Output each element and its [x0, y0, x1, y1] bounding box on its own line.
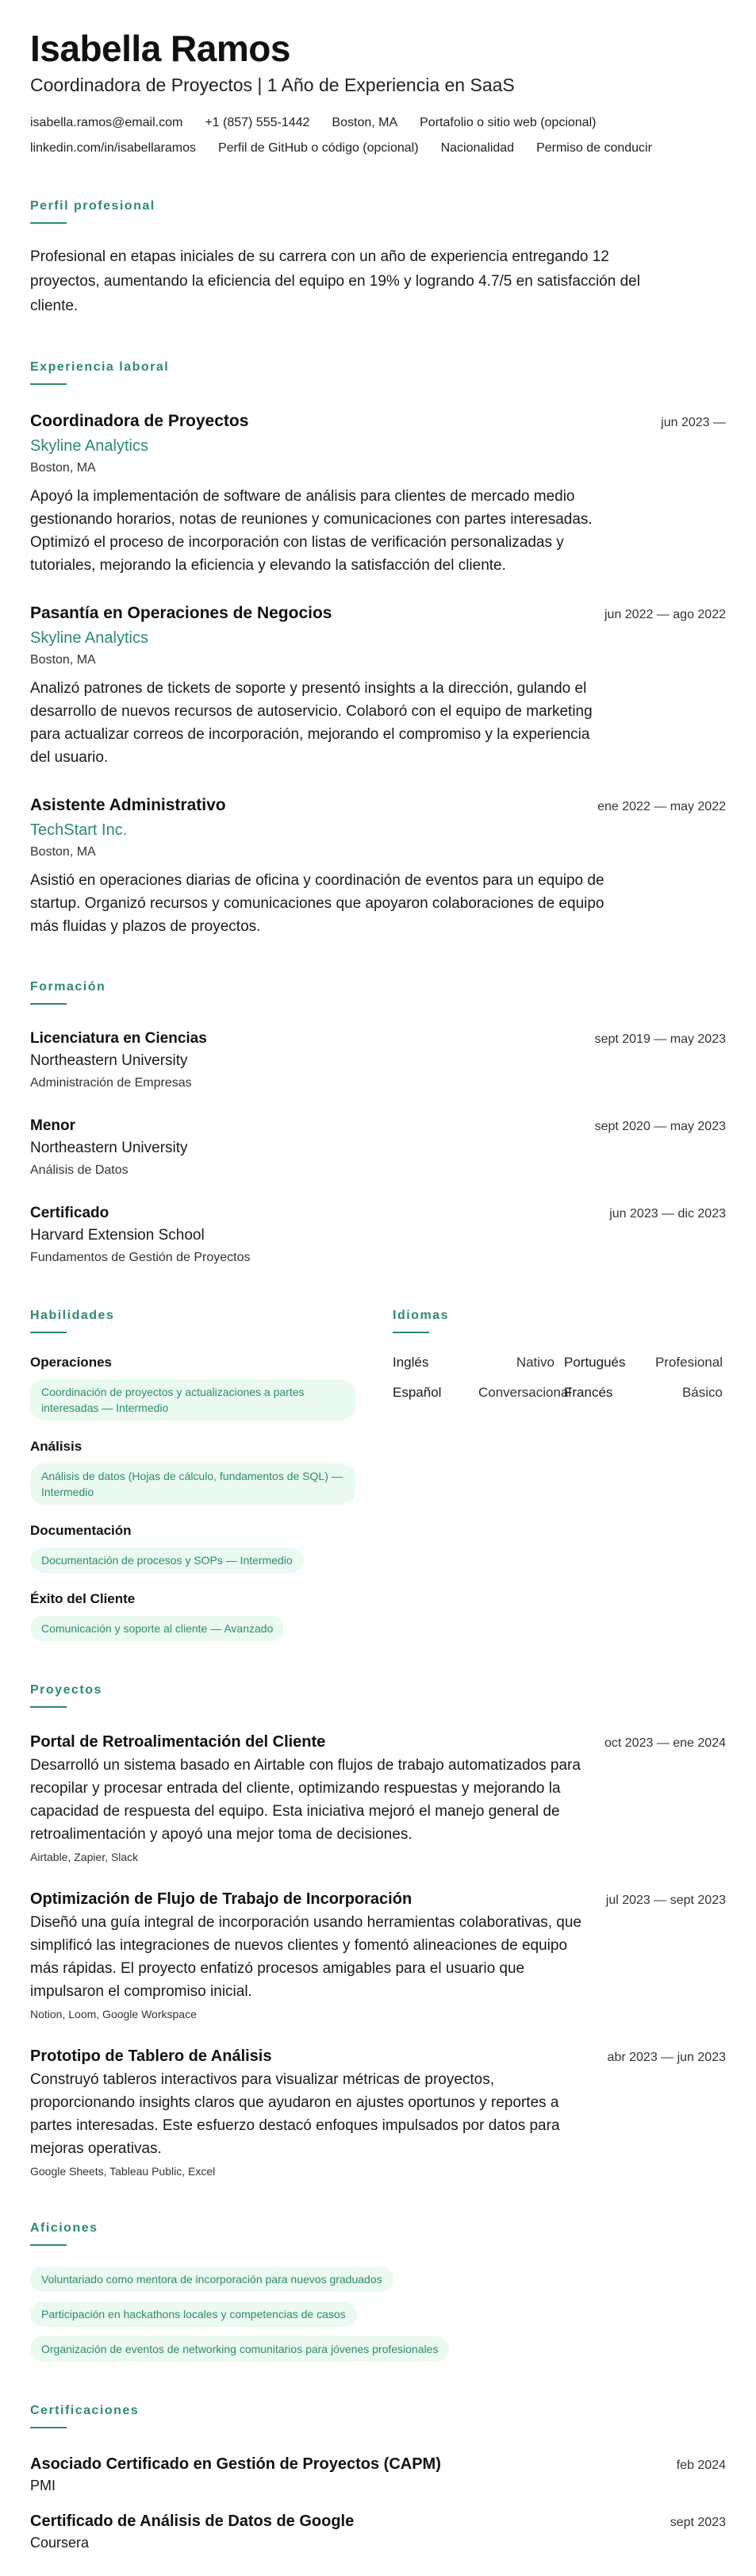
education-school: Harvard Extension School [30, 1227, 205, 1244]
education-degree: Certificado [30, 1205, 109, 1221]
contact-phone[interactable]: +1 (857) 555-1442 [205, 116, 310, 129]
job-dates: ene 2022 — may 2022 [597, 800, 726, 813]
profile-summary: Profesional en etapas iniciales de su carrera con un año de experiencia entregando 12 proyectos, aumentando la eficiencia del equipo en 19% y logrando 4.7/5 en satisfacción del cliente. [30, 248, 640, 314]
hobby-list [30, 2266, 726, 2371]
education-degree: Licenciatura en Ciencias [30, 1030, 207, 1047]
language-name: Portugués [564, 1355, 626, 1370]
section-title: Aficiones [30, 2221, 98, 2235]
project-tech: Google Sheets, Tableau Public, Excel [30, 2165, 216, 2178]
education-dates: jun 2023 — dic 2023 [609, 1207, 726, 1221]
job-title: Coordinadora de Proyectos [30, 412, 249, 430]
certification-date: sept 2023 [670, 2516, 726, 2529]
job-entry [30, 794, 726, 938]
skill-group [30, 1354, 391, 1421]
skill-chip: Coordinación de proyectos y actualizaciones a partes interesadas — Intermedio [30, 1379, 355, 1421]
education-degree: Menor [30, 1117, 75, 1134]
job-description: Apoyó la implementación de software de análisis para clientes de mercado medio gestionando horarios, notas de reuniones y comunicaciones con partes interesadas. Optimizó el proceso de incorporación con listas de verificación personalizadas y tutoriales, mejorando la eficiencia y elevando la satisfacción del cliente. [30, 488, 593, 574]
education-section [30, 979, 726, 1267]
skill-group-name: Operaciones [30, 1355, 112, 1370]
education-field: Administración de Empresas [30, 1076, 192, 1090]
section-divider [30, 2427, 67, 2428]
language-level: Profesional [654, 1355, 723, 1370]
education-entry [30, 1203, 726, 1267]
experience-section [30, 359, 726, 938]
job-description: Analizó patrones de tickets de soporte y presentó insights a la dirección, gulando el desarrollo de nuevos recursos de autoservicio. Colaboró con el equipo de marketing para actualizar correos de incorporación, mejorando el compromiso y la experiencia del usuario. [30, 680, 593, 766]
project-dates: abr 2023 — jun 2023 [607, 2051, 726, 2064]
certification-date: feb 2024 [676, 2459, 726, 2472]
job-company: Skyline Analytics [30, 437, 148, 455]
language-level: Básico [681, 1385, 723, 1400]
languages-section [393, 1308, 726, 1641]
certification-entry [30, 2511, 726, 2552]
section-title: Proyectos [30, 1683, 102, 1697]
job-title: Pasantía en Operaciones de Negocios [30, 604, 332, 622]
hobby-chip: Participación en hackathons locales y competencias de casos [30, 2301, 357, 2327]
project-title: Prototipo de Tablero de Análisis [30, 2047, 272, 2065]
skill-chip: Comunicación y soporte al cliente — Avanzado [30, 1616, 284, 1641]
hobby-chip: Organización de eventos de networking comunitarios para jóvenes profesionales [30, 2336, 449, 2362]
hobby-chip: Voluntariado como mentora de incorporación para nuevos graduados [30, 2266, 393, 2292]
contact-nationality: Nacionalidad [440, 141, 515, 155]
job-location: Boston, MA [30, 845, 96, 859]
education-dates: sept 2019 — may 2023 [594, 1032, 726, 1046]
project-entry [30, 2046, 726, 2179]
certification-name: Certificado de Análisis de Datos de Google [30, 2513, 355, 2530]
project-dates: jul 2023 — sept 2023 [605, 1894, 726, 1907]
skill-group-name: Éxito del Cliente [30, 1591, 136, 1606]
skill-group-name: Análisis [30, 1439, 83, 1454]
project-title: Portal de Retroalimentación del Cliente [30, 1733, 326, 1751]
education-entry [30, 1116, 726, 1179]
certification-entry [30, 2454, 726, 2495]
contact-portfolio[interactable]: Portafolio o sitio web (opcional) [420, 116, 597, 129]
section-divider [30, 1003, 67, 1005]
certification-name: Asociado Certificado en Gestión de Proyectos (CAPM) [30, 2455, 441, 2473]
project-description: Diseñó una guía integral de incorporación usando herramientas colaborativas, que simplificó las integraciones de nuevos clientes y fomentó alineaciones de equipo más rápidas. El proyecto enfatizó procesos amigables para el usuario que impulsaron el compromiso inicial. [30, 1914, 581, 2000]
skills-section [30, 1308, 391, 1641]
section-divider [30, 222, 67, 224]
projects-section [30, 1682, 726, 2179]
section-divider [393, 1332, 429, 1333]
project-tech: Airtable, Zapier, Slack [30, 1851, 139, 1863]
project-tech: Notion, Loom, Google Workspace [30, 2008, 197, 2020]
education-field: Análisis de Datos [30, 1163, 129, 1177]
section-title: Habilidades [30, 1309, 115, 1322]
certification-issuer: PMI [30, 2478, 56, 2493]
section-title: Experiencia laboral [30, 360, 170, 374]
project-entry [30, 1889, 726, 2022]
job-title: Asistente Administrativo [30, 796, 226, 814]
contact-driving-license: Permiso de conducir [536, 141, 652, 155]
language-name: Español [393, 1385, 442, 1400]
candidate-headline: Coordinadora de Proyectos | 1 Año de Experiencia en SaaS [30, 75, 515, 95]
skill-group [30, 1590, 391, 1641]
section-divider [30, 383, 67, 385]
section-title: Perfil profesional [30, 199, 155, 213]
project-title: Optimización de Flujo de Trabajo de Incorporación [30, 1890, 413, 1908]
certifications-section [30, 2403, 726, 2552]
education-school: Northeastern University [30, 1140, 188, 1156]
education-school: Northeastern University [30, 1052, 188, 1069]
job-company: Skyline Analytics [30, 629, 148, 647]
profile-section [30, 198, 726, 318]
contact-location: Boston, MA [332, 116, 398, 129]
skills-languages-row [30, 1308, 726, 1641]
job-location: Boston, MA [30, 461, 96, 475]
section-divider [30, 2244, 67, 2246]
project-entry [30, 1732, 726, 1865]
job-dates: jun 2023 — [661, 416, 726, 429]
project-dates: oct 2023 — ene 2024 [604, 1736, 726, 1750]
skill-group [30, 1522, 391, 1573]
job-location: Boston, MA [30, 653, 96, 667]
job-company: TechStart Inc. [30, 821, 128, 839]
skill-group [30, 1438, 391, 1505]
contact-list [30, 114, 728, 157]
section-title: Certificaciones [30, 2404, 140, 2417]
language-level: Conversacional [478, 1385, 572, 1400]
job-entry [30, 410, 726, 577]
candidate-name: Isabella Ramos [30, 28, 290, 69]
section-divider [30, 1332, 67, 1333]
contact-github[interactable]: Perfil de GitHub o código (opcional) [217, 141, 419, 155]
section-title: Formación [30, 980, 106, 994]
resume-header [30, 27, 726, 157]
certification-issuer: Coursera [30, 2535, 90, 2551]
skill-group-name: Documentación [30, 1523, 132, 1538]
language-level: Nativo [516, 1355, 555, 1370]
language-name: Francés [564, 1385, 613, 1400]
contact-email[interactable]: isabella.ramos@email.com [30, 116, 183, 129]
job-dates: jun 2022 — ago 2022 [604, 608, 726, 621]
project-description: Desarrolló un sistema basado en Airtable con flujos de trabajo automatizados para recopilar y procesar entrada del cliente, optimizando respuestas y mejorando la capacidad de respuesta del equipo. Esta iniciativa mejoró el manejo general de retroalimentación y apoyó una mejor toma de decisiones. [30, 1757, 581, 1843]
project-description: Construyó tableros interactivos para visualizar métricas de proyectos, proporcionando insights claros que ayudaron en ajustes oportunos y reportes a partes interesadas. Este esfuerzo destacó enfoques impulsados por datos para mejoras operativas. [30, 2071, 560, 2157]
education-entry [30, 1028, 726, 1092]
job-description: Asistió en operaciones diarias de oficina y coordinación de eventos para un equipo de startup. Organizó recursos y comunicaciones que apoyaron colaboraciones de equipo más fluidas y plazos de proyectos. [30, 872, 604, 935]
skill-chip: Análisis de datos (Hojas de cálculo, fundamentos de SQL) — Intermedio [30, 1463, 355, 1505]
section-title: Idiomas [393, 1309, 449, 1322]
job-entry [30, 602, 726, 769]
contact-linkedin[interactable]: linkedin.com/in/isabellaramos [30, 141, 196, 155]
language-list [393, 1354, 726, 1401]
education-dates: sept 2020 — may 2023 [594, 1120, 726, 1133]
hobbies-section [30, 2220, 726, 2371]
education-field: Fundamentos de Gestión de Proyectos [30, 1251, 251, 1264]
skill-chip: Documentación de procesos y SOPs — Intermedio [30, 1548, 304, 1573]
section-divider [30, 1706, 67, 1708]
language-name: Inglés [393, 1355, 429, 1370]
